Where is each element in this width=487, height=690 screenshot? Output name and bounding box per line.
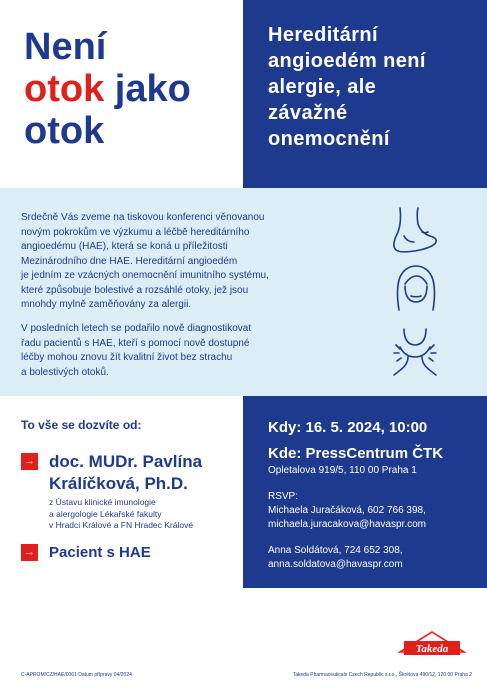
arrow-right-icon: → (21, 453, 38, 470)
affiliation-line: z Ústavu klinické imunologie (49, 497, 156, 507)
rsvp-label: RSVP: (268, 491, 299, 502)
speakers-heading: To vše se dozvíte od: (21, 418, 142, 432)
title-highlight-word: otok (24, 68, 105, 110)
title-line-2 (24, 68, 191, 110)
intro-p1-line: je jedním ze vzácných onemocnění imunitního systému, (21, 270, 269, 281)
intro-paragraph-2 (21, 322, 321, 380)
intro-p2-line: léčby mohou znovu žít kvalitní život bez strachu (21, 352, 233, 363)
intro-p1-line: které způsobuje bolestivé a rozsáhlé otoky, jež jsou (21, 284, 249, 296)
svg-text:Takeda: Takeda (415, 643, 449, 655)
headline-line-3: alergie, ale (268, 76, 377, 98)
headline-line-1: Hereditární (268, 24, 378, 46)
headline-line-4: závažné (268, 102, 348, 124)
intro-p1-line: angioedému (HAE), která se koná u příležitosti (21, 241, 228, 252)
contact-2-email: anna.soldatova@havaspr.com (268, 559, 403, 570)
event-address: Opletalova 919/5, 110 00 Praha 1 (268, 465, 417, 476)
arrow-right-icon: → (21, 544, 38, 561)
speaker-1-name-line-2: Králíčková, Ph.D. (49, 474, 188, 493)
intro-p1-line: Srdečně Vás zveme na tiskovou konferenci věnovanou (21, 212, 265, 223)
speaker-1-affiliation (49, 497, 239, 532)
intro-p2-line: V posledních letech se podařilo nově diagnostikovat (21, 323, 252, 334)
title-line-2-rest: jako (114, 68, 191, 110)
intro-p2-line: řadu pacientů s HAE, kteří s pomocí nově dostupné (21, 337, 250, 349)
swollen-foot-icon (386, 204, 442, 256)
speaker-1 (49, 451, 239, 532)
takeda-logo (398, 630, 466, 662)
page-title (24, 26, 191, 152)
intro-paragraph-1 (21, 211, 321, 313)
speaker-1-name-line-1: doc. MUDr. Pavlína (49, 452, 203, 471)
headline-line-5: onemocnění (268, 128, 390, 150)
event-where: Kde: PressCentrum ČTK (268, 445, 444, 462)
contact-1-email: michaela.juracakova@havaspr.com (268, 519, 427, 530)
contact-1-line-1: Michaela Juračáková, 602 766 398, (268, 505, 426, 516)
title-line-1: Není (24, 26, 107, 68)
intro-p1-line: Mezinárodního dne HAE. Hereditární angioedém (21, 255, 238, 267)
affiliation-line: a alergologie Lékařské fakulty (49, 508, 162, 519)
swollen-face-icon (391, 262, 441, 314)
footer-right: Takeda Pharmaceuticals Czech Republic s.r.o., Škrétova 490/12, 120 00 Praha 2 (292, 672, 472, 678)
intro-p1-line: mnohdy mylně zaměňovány za alergii. (21, 299, 192, 310)
affiliation-line: v Hradci Králové a FN Hradec Králové (49, 520, 194, 530)
intro-p1-line: novým pokrokům ve výzkumu a léčbě hereditárního (21, 226, 250, 238)
intro-p2-line: a bolestivých otoků. (21, 366, 109, 378)
title-line-3: otok (24, 110, 105, 152)
footer-left: C-APROM/CZ/HAE/0061 Datum přípravy 04/2024 (21, 672, 132, 678)
contact-2-line-1: Anna Soldátová, 724 652 308, (268, 545, 403, 556)
event-when: Kdy: 16. 5. 2024, 10:00 (268, 419, 428, 436)
headline-text (268, 22, 426, 152)
swollen-throat-icon (388, 325, 442, 383)
event-details (268, 418, 480, 572)
speaker-2-name: Pacient s HAE (49, 544, 151, 561)
headline-line-2: angioedém není (268, 50, 426, 72)
